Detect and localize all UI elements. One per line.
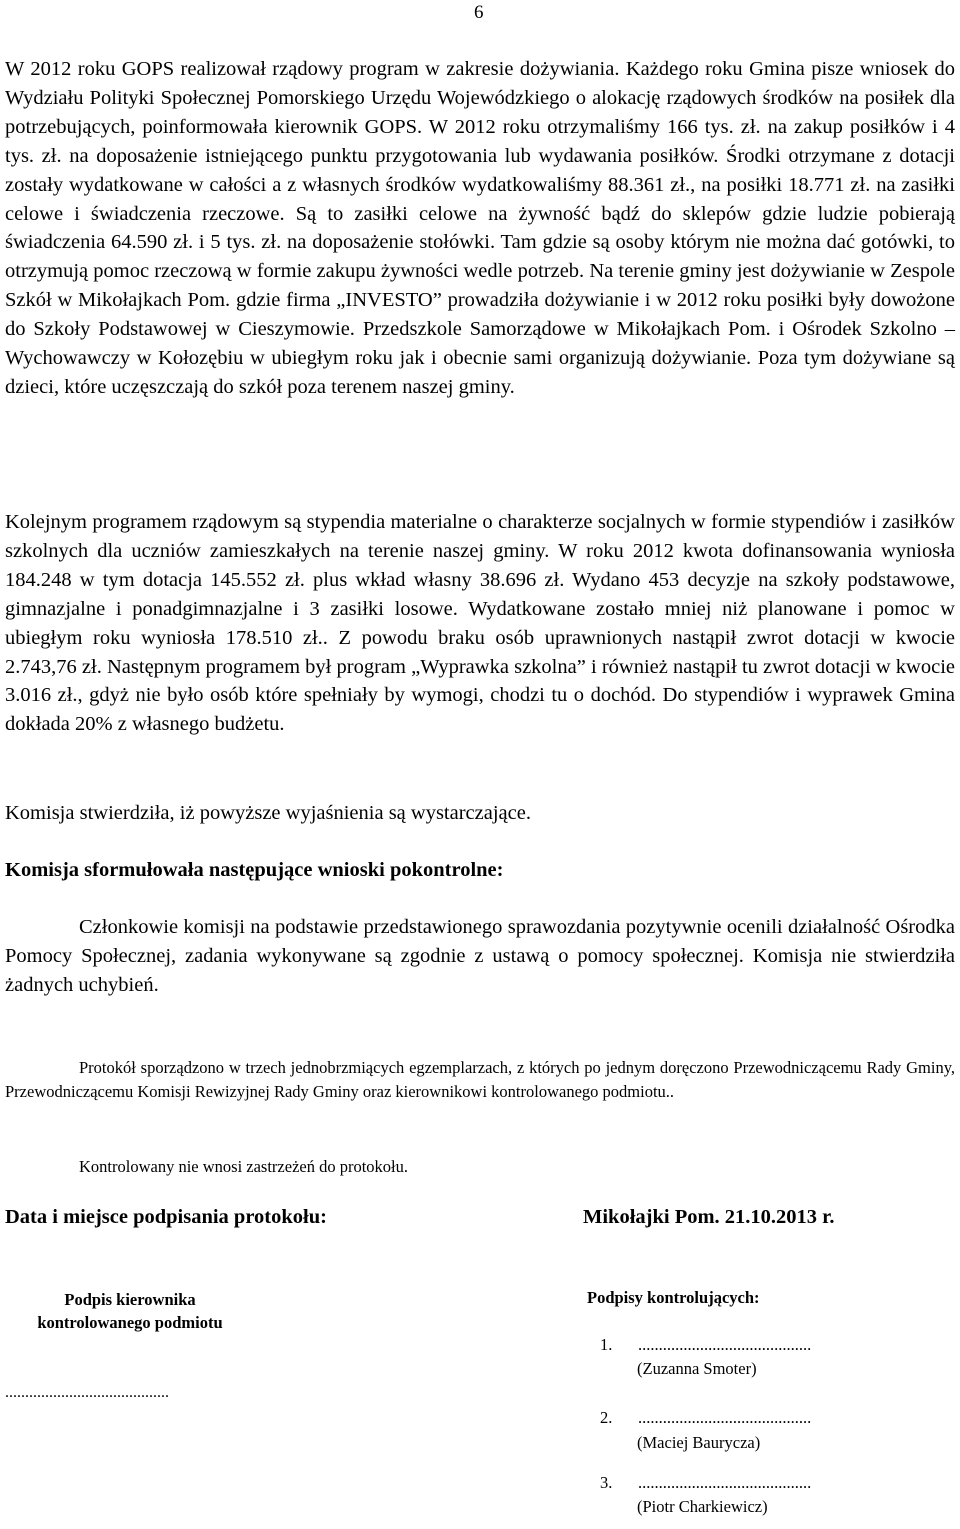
signing-date-label: Data i miejsce podpisania protokołu: bbox=[5, 1206, 327, 1228]
paragraph-commission-finding bbox=[5, 799, 955, 828]
paragraph-text: Kolejnym programem rządowym są stypendia materialne o charakterze socjalnych w formie stypendiów i zasiłków szkolnych dla uczniów zamieszkałych na terenie naszej gminy. W roku 2012 kwota dofinansowania wyniosła 184.248 w tym dotacja 145.552 zł. plus wkład własny 38.696 zł. Wydano 453 decyzje na szkoły podstawowe, gimnazjalne i ponadgimnazjalne i 3 zasiłki losowe. Wydatkowane zostało mniej niż planowane i pomoc w ubiegłym roku wyniosła 178.510 zł.. Z powodu braku osób uprawnionych nastąpił zwrot dotacji w kwocie 2.743,76 zł. Następnym programem był program „Wyprawka szkolna” i również nastąpił tu zwrot dotacji w kwocie 3.016 zł., gdyż nie było osób które spełniały by wymogi, chodzi tu o dochód. Do stypendiów i wyprawek Gmina dokłada 20% z własnego budżetu. bbox=[5, 511, 955, 736]
paragraph-conclusions bbox=[5, 913, 955, 1000]
heading-text: Komisja sformułowała następujące wnioski pokontrolne: bbox=[5, 859, 504, 881]
signature-entry-2 bbox=[600, 1408, 811, 1428]
paragraph-no-objections bbox=[5, 1155, 955, 1179]
paragraph-stypendia bbox=[5, 508, 955, 739]
signature-line: .......................................... bbox=[638, 1473, 812, 1492]
signature-head-title-line1: Podpis kierownika bbox=[64, 1290, 196, 1309]
paragraph-text: Kontrolowany nie wnosi zastrzeżeń do protokołu. bbox=[79, 1157, 409, 1176]
paragraph-text: Członkowie komisji na podstawie przedstawionego sprawozdania pozytywnie ocenili działalność Ośrodka Pomocy Społecznej, zadania wykonywane są zgodnie z ustawą o pomocy społecznej. Komisja nie stwierdziła żadnych uchybień. bbox=[5, 916, 955, 996]
signatures-controllers-title: Podpisy kontrolujących: bbox=[587, 1288, 760, 1307]
signature-number: 2. bbox=[600, 1408, 613, 1427]
signature-entry-1 bbox=[600, 1335, 811, 1355]
section-heading bbox=[5, 856, 955, 885]
signature-number: 1. bbox=[600, 1335, 613, 1354]
paragraph-text: Komisja stwierdziła, iż powyższe wyjaśnienia są wystarczające. bbox=[5, 802, 531, 824]
paragraph-text: W 2012 roku GOPS realizował rządowy program w zakresie dożywiania. Każdego roku Gmina pisze wniosek do Wydziału Polityki Społecznej Pomorskiego Urzędu Wojewódzkiego o alokację rządowych środków na posiłek dla potrzebujących, poinformowała kierownik GOPS. W 2012 roku otrzymaliśmy 166 tys. zł. na zakup posiłków i 4 tys. zł. na doposażenie istniejącego punktu przygotowania lub wydawania posiłków. Środki otrzymane z dotacji zostały wydatkowane w całości a z własnych środków wydatkowaliśmy 88.361 zł., na posiłki 18.771 zł. na zasiłki celowe i świadczenia rzeczowe. Są to zasiłki celowe na żywność bądź do sklepów gdzie ludzie pobierają świadczenia 64.590 zł. i 5 tys. zł. na doposażenie stołówki. Tam gdzie są osoby którym nie można dać gotówki, to otrzymują pomoc rzeczową w formie zakupu żywności wedle potrzeb. Na terenie gminy jest dożywianie w Zespole Szkół w Mikołajkach Pom. gdzie firma „INVESTO” prowadziła dożywianie i w 2012 roku posiłki były dowożone do Szkoły Podstawowej w Cieszymowie. Przedszkole Samorządowe w Mikołajkach Pom. i Ośrodek Szkolno –Wychowawczy w Kołozębiu w ubiegłym roku jak i obecnie sami organizują dożywianie. Poza tym dożywiane są dzieci, które uczęszczają do szkół poza terenem naszej gminy. bbox=[5, 58, 955, 398]
signature-line: .......................................... bbox=[638, 1408, 812, 1427]
signature-head-title bbox=[5, 1288, 255, 1334]
paragraph-protocol-copies bbox=[5, 1056, 955, 1105]
signing-date-value: Mikołajki Pom. 21.10.2013 r. bbox=[583, 1206, 835, 1228]
page-number: 6 bbox=[474, 2, 484, 23]
signature-number: 3. bbox=[600, 1473, 613, 1492]
signature-name-3: (Piotr Charkiewicz) bbox=[637, 1497, 768, 1516]
signature-head-title-line2: kontrolowanego podmiotu bbox=[37, 1313, 223, 1332]
signature-name-2: (Maciej Baurycza) bbox=[637, 1433, 761, 1452]
signature-entry-3 bbox=[600, 1473, 811, 1493]
signature-line: .......................................... bbox=[638, 1335, 812, 1354]
signature-head-line: ......................................... bbox=[5, 1384, 169, 1401]
paragraph-dozywianie bbox=[5, 55, 955, 402]
paragraph-text: Protokół sporządzono w trzech jednobrzmiących egzemplarzach, z których po jednym doręczono Przewodniczącemu Rady Gminy, Przewodniczącemu Komisji Rewizyjnej Rady Gminy oraz kierownikowi kontrolowanego podmiotu.. bbox=[5, 1058, 955, 1102]
signature-name-1: (Zuzanna Smoter) bbox=[637, 1359, 757, 1378]
